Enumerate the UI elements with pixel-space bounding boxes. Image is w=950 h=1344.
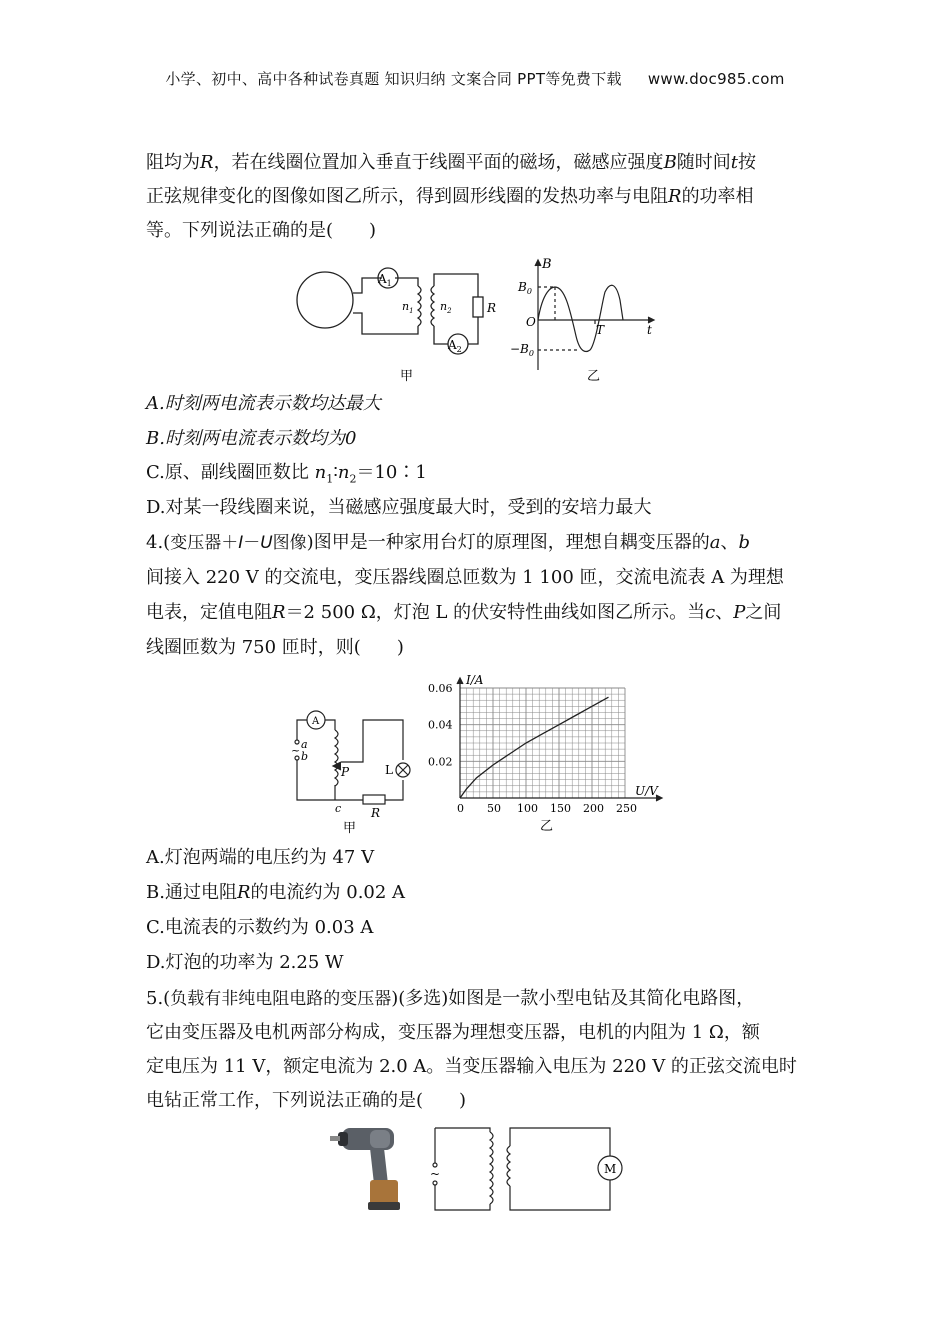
iu-ylabel: I/A: [466, 673, 484, 687]
circular-coil: [297, 272, 353, 328]
q4-option-d: D.灯泡的功率为 2.25 W: [146, 952, 344, 973]
label-b: b: [301, 750, 309, 763]
secondary-coil-icon: [431, 286, 434, 326]
q5-tilde: ~: [430, 1167, 441, 1181]
caption-jia-q4: 甲: [343, 821, 357, 836]
label-R-q4: R: [371, 806, 381, 820]
q4-option-c: C.电流表的示数约为 0.03 A: [146, 917, 374, 938]
q3-option-a: A.时刻两电流表示数均达最大: [146, 393, 381, 414]
caption-jia: 甲: [400, 369, 414, 384]
q4-wires: [297, 720, 403, 800]
label-a: a: [301, 738, 308, 751]
q4-stem-line4: 线圈匝数为 750 匝时，则( ): [146, 637, 404, 658]
iu-xticks: [457, 802, 637, 815]
q5-stem-line3: 定电压为 11 V，额定电流为 2.0 A。当变压器输入电压为 220 V 的正弦交流电时: [146, 1056, 797, 1077]
label-t: t: [647, 323, 652, 337]
iu-ytick-label: 0.04: [428, 718, 453, 732]
q5-primary-wires: [435, 1128, 490, 1210]
iu-xtick-label: 100: [517, 802, 538, 815]
q4-stem-line2: 间接入 220 V 的交流电，变压器线圈总匝数为 1 100 匝，交流电流表 A 为理想: [146, 567, 784, 588]
q4-option-a: A.灯泡两端的电压约为 47 V: [146, 847, 375, 868]
q4-circuit-figure: [285, 700, 425, 840]
q4-resistor-icon: [363, 795, 385, 804]
label-A-q4: A: [312, 716, 320, 727]
caption-yi: 乙: [587, 369, 601, 384]
iu-xtick-label: 150: [550, 802, 571, 815]
autotransformer-coil-icon: [335, 730, 338, 786]
label-L: L: [385, 763, 393, 777]
q3-stem-line1: 阻均为R，若在线圈位置加入垂直于线圈平面的磁场，磁感应强度B随时间t按: [146, 152, 757, 173]
resistor-icon: [473, 297, 483, 317]
q5-primary-coil-icon: [490, 1132, 493, 1204]
label-A2: $A_2$: [448, 338, 462, 354]
label-c: c: [335, 802, 342, 815]
iu-xtick-label: 200: [583, 802, 604, 815]
q5-stem-line1: 5.(负载有非纯电阻电路的变压器)(多选)如图是一款小型电钻及其简化电路图，: [146, 988, 755, 1009]
iu-chart: [420, 670, 670, 840]
header-site: www.doc985.com: [647, 70, 785, 88]
q5-secondary-wires: [510, 1128, 610, 1210]
iu-xtick-label: 0: [457, 802, 464, 815]
q4-stem-line1: 4.(变压器＋I－U图像)图甲是一种家用台灯的原理图，理想自耦变压器的a、b: [146, 532, 750, 553]
q5-motor-label: M: [604, 1162, 617, 1176]
page-header: [0, 68, 950, 89]
q5-secondary-coil-icon: [507, 1146, 510, 1186]
label-A1: $A_1$: [378, 272, 392, 288]
label-R: R: [487, 301, 497, 315]
iu-xlabel: U/V: [635, 784, 658, 798]
label-T: T: [596, 323, 605, 337]
iu-ytick-label: 0.02: [428, 755, 453, 769]
caption-yi-q4: 乙: [540, 819, 554, 834]
label-n1: $n_1$: [402, 300, 414, 315]
q5-figure: [330, 1118, 630, 1218]
q3-figure: [290, 250, 670, 390]
drill-image: [330, 1128, 400, 1210]
primary-coil-icon: [418, 286, 421, 326]
b-t-graph: [535, 260, 654, 370]
iu-xtick-label: 50: [487, 802, 501, 815]
q5-stem-line4: 电钻正常工作，下列说法正确的是( ): [146, 1090, 467, 1111]
q5-stem-line2: 它由变压器及电机两部分构成，变压器为理想变压器，电机的内阻为 1 Ω，额: [146, 1022, 760, 1043]
iu-xtick-label: 250: [616, 802, 637, 815]
label-P: P: [341, 765, 350, 779]
label-negB0: $-B_0$: [510, 342, 534, 358]
q3-option-d: D.对某一段线圈来说，当磁感应强度最大时，受到的安培力最大: [146, 497, 652, 518]
q3-option-b: B.时刻两电流表示数均为0: [146, 428, 357, 449]
iu-grid: [460, 688, 625, 798]
q3-stem-line2: 正弦规律变化的图像如图乙所示，得到圆形线圈的发热功率与电阻R的功率相: [146, 186, 754, 207]
label-tilde: ~: [291, 744, 301, 757]
label-O: O: [526, 315, 536, 329]
header-title: 小学、初中、高中各种试卷真题 知识归纳 文案合同 PPT等免费下载: [165, 70, 622, 88]
label-B0: $B_0$: [518, 280, 532, 296]
iu-yticks: [428, 682, 453, 768]
q3-option-c: C.原、副线圈匝数比 $n_1∶n_2=10∶1$: [146, 462, 427, 486]
label-n2: $n_2$: [440, 300, 452, 315]
q4-stem-line3: 电表，定值电阻R＝2 500 Ω，灯泡 L 的伏安特性曲线如图乙所示。当c、P之间: [146, 602, 782, 623]
iu-ytick-label: 0.06: [428, 682, 453, 695]
iu-axes: [457, 678, 662, 801]
q3-stem-line3: 等。下列说法正确的是( ): [146, 220, 377, 241]
q4-option-b: B.通过电阻R的电流约为 0.02 A: [146, 882, 406, 903]
axis-B: B: [542, 257, 552, 272]
